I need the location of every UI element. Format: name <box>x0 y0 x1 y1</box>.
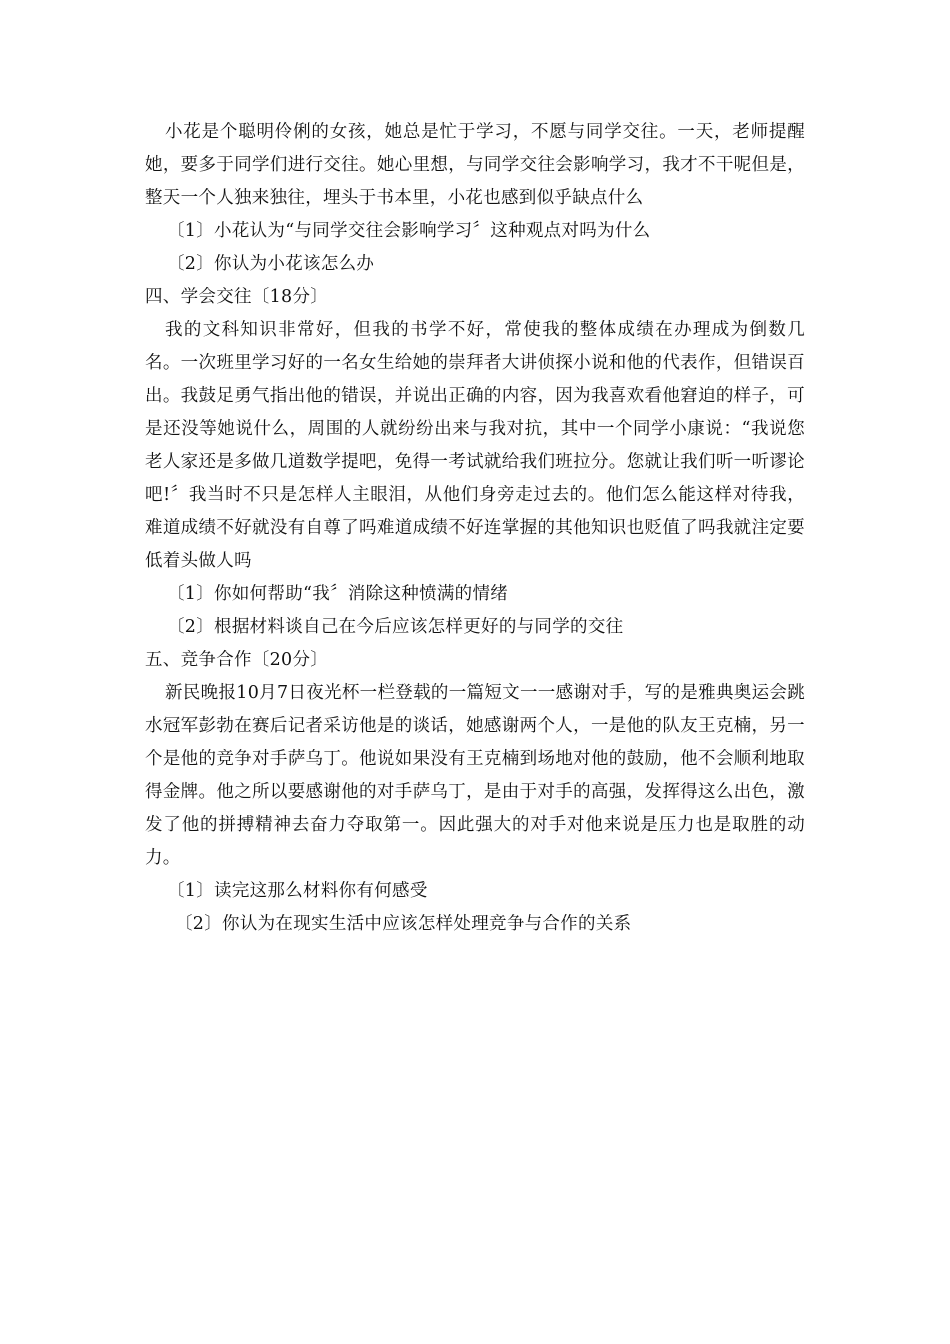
section4-paragraph: 我的文科知识非常好，但我的书学不好，常使我的整体成绩在办理成为倒数几名。一次班里学习好的一名女生给她的崇拜者大讲侦探小说和他的代表作，但错误百出。我鼓足勇气指出他的错误，并说出正确的内容，因为我喜欢看他窘迫的样子，可是还没等她说什么，周围的人就纷纷出来与我对抗，其中一个同学小康说：“我说您老人家还是多做几道数学提吧，免得一考试就给我们班拉分。您就让我们听一听谬论吧!〞我当时不只是怎样人主眼泪，从他们身旁走过去的。他们怎么能这样对待我，难道成绩不好就没有自尊了吗难道成绩不好连掌握的其他知识也贬值了吗我就注定要低着头做人吗 <box>145 320 805 571</box>
section5-paragraph: 新民晚报10月7日夜光杯一栏登载的一篇短文一一感谢对手，写的是雅典奥运会跳水冠军彭勃在赛后记者采访他是的谈话，她感谢两个人，一是他的队友王克楠，另一个是他的竞争对手萨乌丁。他说如果没有王克楠到场地对他的鼓励，他不会顺利地取得金牌。他之所以要感谢他的对手萨乌丁，是由于对手的高强，发挥得这么出色，激发了他的拼搏精神去奋力夺取第一。因此强大的对手对他来说是压力也是取胜的动力。 <box>145 683 805 868</box>
section3-paragraph: 小花是个聪明伶俐的女孩，她总是忙于学习，不愿与同学交往。一天，老师提醒她，要多于同学们进行交往。她心里想，与同学交往会影响学习，我才不干呢但是，整天一个人独来独往，埋头于书本里，小花也感到似乎缺点什么 <box>145 122 805 208</box>
section5-heading: 五、竞争合作〔20分〕 <box>145 650 329 670</box>
section3-question-2: 〔2〕你认为小花该怎么办 <box>167 254 375 274</box>
document-body <box>145 116 805 941</box>
section4-heading: 四、学会交往〔18分〕 <box>145 287 329 307</box>
section4-question-2: 〔2〕根据材料谈自己在今后应该怎样更好的与同学的交往 <box>167 617 624 637</box>
section3-question-1: 〔1〕小花认为“与同学交往会影响学习〞这种观点对吗为什么 <box>167 221 651 241</box>
section5-question-2: 〔2〕你认为在现实生活中应该怎样处理竞争与合作的关系 <box>175 914 632 934</box>
section5-question-1: 〔1〕读完这那么材料你有何感受 <box>167 881 428 901</box>
section4-question-1: 〔1〕你如何帮助“我〞消除这种愤满的情绪 <box>167 584 509 604</box>
